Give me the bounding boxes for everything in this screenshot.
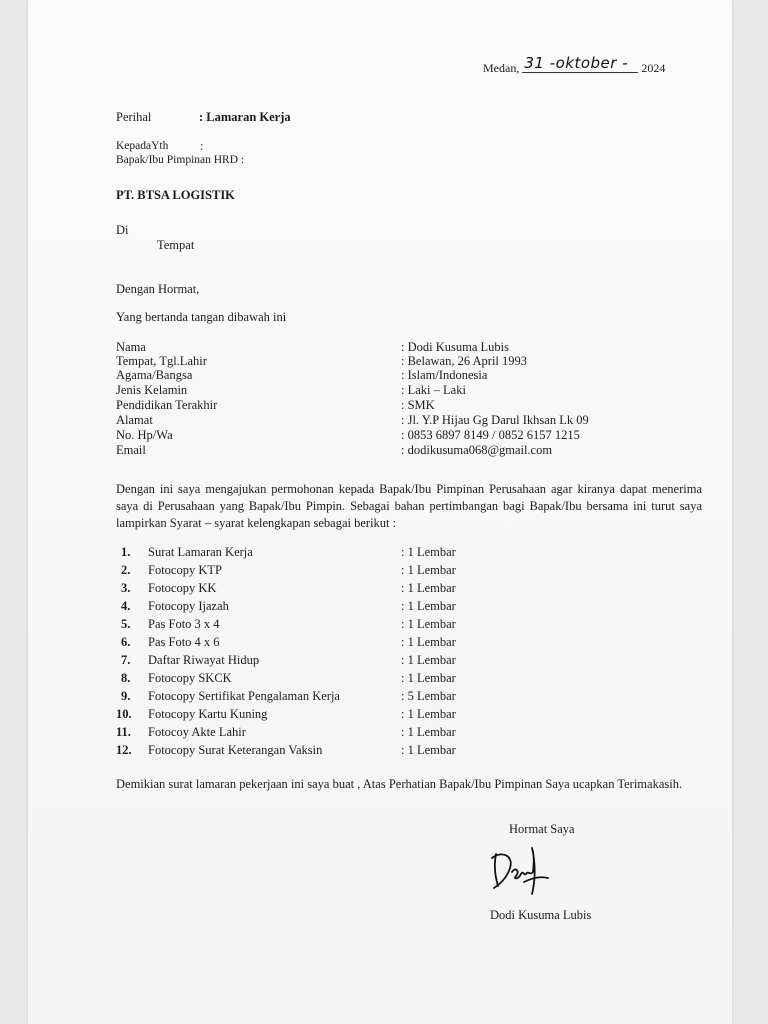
applicant-label: Jenis Kelamin (116, 383, 188, 397)
list-item-name: Pas Foto 3 x 4 (148, 617, 220, 631)
list-item (116, 545, 586, 563)
list-item-number: 8. (121, 671, 131, 685)
recipient-tempat: Tempat (157, 238, 195, 252)
applicant-label: No. Hp/Wa (116, 428, 173, 442)
applicant-label: Tempat, Tgl.Lahir (116, 354, 207, 368)
list-item (116, 635, 586, 653)
body-paragraph: Dengan ini saya mengajukan permohonan kepada Bapak/Ibu Pimpinan Perusahaan agar kiranya dapat menerima saya di Perusahaan yang Bapak/Ibu Pimpin. Sebagai bahan pertimbangan bagi Bapak/Ibu bersama ini turut saya lampirkan Syarat – syarat kelengkapan sebagai berikut : (116, 482, 702, 530)
list-item-number: 6. (121, 635, 131, 649)
date-prefix: Medan, (483, 61, 520, 75)
list-item-name: Fotocopy Kartu Kuning (148, 707, 268, 721)
list-item-name: Fotocopy KK (148, 581, 217, 595)
applicant-value: : Islam/Indonesia (401, 368, 488, 382)
applicant-value: : Jl. Y.P Hijau Gg Darul Ikhsan Lk 09 (401, 413, 589, 427)
letter-date (483, 54, 666, 77)
signature-drawing (488, 842, 558, 902)
list-item-qty: : 1 Lembar (401, 545, 456, 559)
date-year: 2024 (641, 61, 666, 75)
list-item (116, 563, 586, 581)
recipient-di: Di (116, 223, 129, 237)
list-item-qty: : 1 Lembar (401, 563, 456, 577)
intro-line: Yang bertanda tangan dibawah ini (116, 310, 287, 324)
list-item-qty: : 1 Lembar (401, 581, 456, 595)
list-item-qty: : 1 Lembar (401, 671, 456, 685)
list-item-name: Fotocopy KTP (148, 563, 222, 577)
list-item-qty: : 1 Lembar (401, 599, 456, 613)
list-item-number: 12. (116, 743, 132, 757)
list-item-qty: : 1 Lembar (401, 743, 456, 757)
closing-paragraph: Demikian surat lamaran pekerjaan ini saya buat , Atas Perhatian Bapak/Ibu Pimpinan Saya ucapkan Terimakasih. (116, 777, 683, 791)
date-handwritten: 31 -oktober - (522, 54, 638, 73)
list-item-qty: : 1 Lembar (401, 635, 456, 649)
list-item-number: 9. (121, 689, 131, 703)
subject-value: : Lamaran Kerja (199, 110, 291, 124)
applicant-label: Alamat (116, 413, 153, 427)
applicant-label: Agama/Bangsa (116, 368, 193, 382)
recipient-to-label: KepadaYth (116, 140, 169, 152)
list-item-name: Daftar Riwayat Hidup (148, 653, 260, 667)
list-item-number: 3. (121, 581, 131, 595)
list-item (116, 671, 586, 689)
greeting: Dengan Hormat, (116, 282, 200, 296)
applicant-value: : SMK (401, 398, 435, 412)
list-item-number: 5. (121, 617, 131, 631)
list-item-name: Fotocoy Akte Lahir (148, 725, 246, 739)
list-item-name: Fotocopy SKCK (148, 671, 232, 685)
list-item-number: 1. (121, 545, 131, 559)
list-item-qty: : 1 Lembar (401, 707, 456, 721)
applicant-value: : Belawan, 26 April 1993 (401, 354, 528, 368)
applicant-label: Pendidikan Terakhir (116, 398, 218, 412)
list-item (116, 725, 586, 743)
list-item-number: 2. (121, 563, 131, 577)
list-item (116, 617, 586, 635)
list-item-name: Fotocopy Surat Keterangan Vaksin (148, 743, 323, 757)
applicant-value: : 0853 6897 8149 / 0852 6157 1215 (401, 428, 580, 442)
list-item (116, 689, 586, 707)
list-item (116, 653, 586, 671)
list-item-number: 7. (121, 653, 131, 667)
regards-text: Hormat Saya (509, 822, 575, 836)
list-item-name: Fotocopy Ijazah (148, 599, 229, 613)
subject-label: Perihal (116, 110, 152, 124)
list-item (116, 581, 586, 599)
list-item-name: Fotocopy Sertifikat Pengalaman Kerja (148, 689, 340, 703)
applicant-label: Email (116, 443, 146, 457)
recipient-line: Bapak/Ibu Pimpinan HRD : (116, 154, 245, 166)
applicant-value: : dodikusuma068@gmail.com (401, 443, 553, 457)
list-item (116, 707, 586, 725)
recipient-to-colon: : (200, 139, 204, 153)
list-item-qty: : 1 Lembar (401, 725, 456, 739)
list-item-number: 10. (116, 707, 132, 721)
applicant-value: : Dodi Kusuma Lubis (401, 340, 509, 354)
list-item-name: Surat Lamaran Kerja (148, 545, 253, 559)
list-item (116, 743, 586, 761)
list-item (116, 599, 586, 617)
list-item-qty: : 1 Lembar (401, 653, 456, 667)
signatory-name: Dodi Kusuma Lubis (490, 908, 592, 922)
list-item-qty: : 5 Lembar (401, 689, 456, 703)
applicant-value: : Laki – Laki (401, 383, 466, 397)
list-item-qty: : 1 Lembar (401, 617, 456, 631)
applicant-label: Nama (116, 340, 146, 354)
list-item-number: 11. (116, 725, 131, 739)
list-item-number: 4. (121, 599, 131, 613)
list-item-name: Pas Foto 4 x 6 (148, 635, 220, 649)
company-name: PT. BTSA LOGISTIK (116, 188, 235, 202)
